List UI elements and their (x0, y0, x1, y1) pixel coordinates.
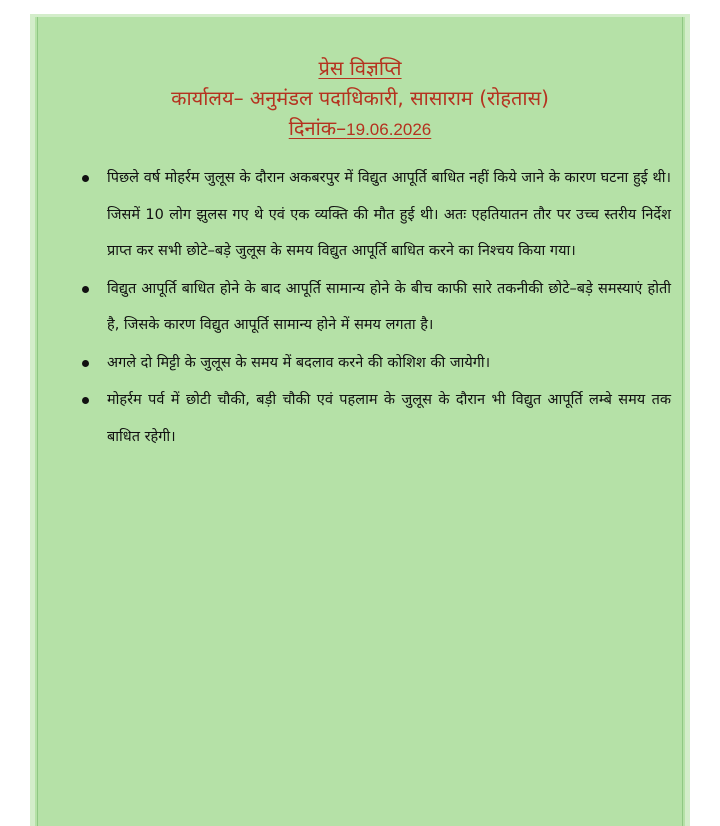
bullet-dot-icon (82, 175, 89, 182)
header-date-line (35, 113, 685, 145)
header-title-line (35, 53, 685, 83)
date-label: दिनांक– (288, 116, 347, 140)
header-office-line (35, 83, 685, 113)
document-page (30, 14, 690, 826)
date-text (289, 116, 432, 140)
document-header (35, 53, 685, 145)
bullet-text: मोहर्रम पर्व में छोटी चौकी, बड़ी चौकी एवं पहलाम के जुलूस के दौरान भी विद्युत आपूर्ति लम्बे समय तक बाधित रहेगी। (107, 392, 671, 445)
press-release-title: प्रेस विज्ञप्ति (318, 56, 402, 80)
bullet-text: विद्युत आपूर्ति बाधित होने के बाद आपूर्ति सामान्य होने के बीच काफी सारे तकनीकी छोटे–बड़े समस्याएं होती है, जिसके कारण विद्युत आपूर्ति सामान्य होने में समय लगता है। (107, 280, 671, 333)
bullet-text: अगले दो मिट्टी के जुलूस के समय में बदलाव करने की कोशिश की जायेगी। (107, 354, 491, 371)
bullet-item (81, 160, 671, 270)
bullet-dot-icon (82, 286, 89, 293)
bullet-list (81, 160, 671, 456)
office-name: कार्यालय– अनुमंडल पदाधिकारी, सासाराम (रोहतास) (171, 86, 549, 110)
bullet-dot-icon (82, 397, 89, 404)
bullet-item (81, 345, 671, 382)
bullet-text: पिछले वर्ष मोहर्रम जुलूस के दौरान अकबरपुर में विद्युत आपूर्ति बाधित नहीं किये जाने के कारण घटना हुई थी। जिसमें 10 लोग झुलस गए थे एवं एक व्यक्ति की मौत हुई थी। अतः एहतियातन तौर पर उच्च स्तरीय निर्देश प्राप्त कर सभी छोटे–बड़े जुलूस के समय विद्युत आपूर्ति बाधित करने का निश्चय किया गया। (107, 170, 671, 259)
date-value: 19.06.2026 (346, 120, 432, 139)
bullet-item (81, 382, 671, 455)
bullet-item (81, 271, 671, 344)
bullet-dot-icon (82, 360, 89, 367)
